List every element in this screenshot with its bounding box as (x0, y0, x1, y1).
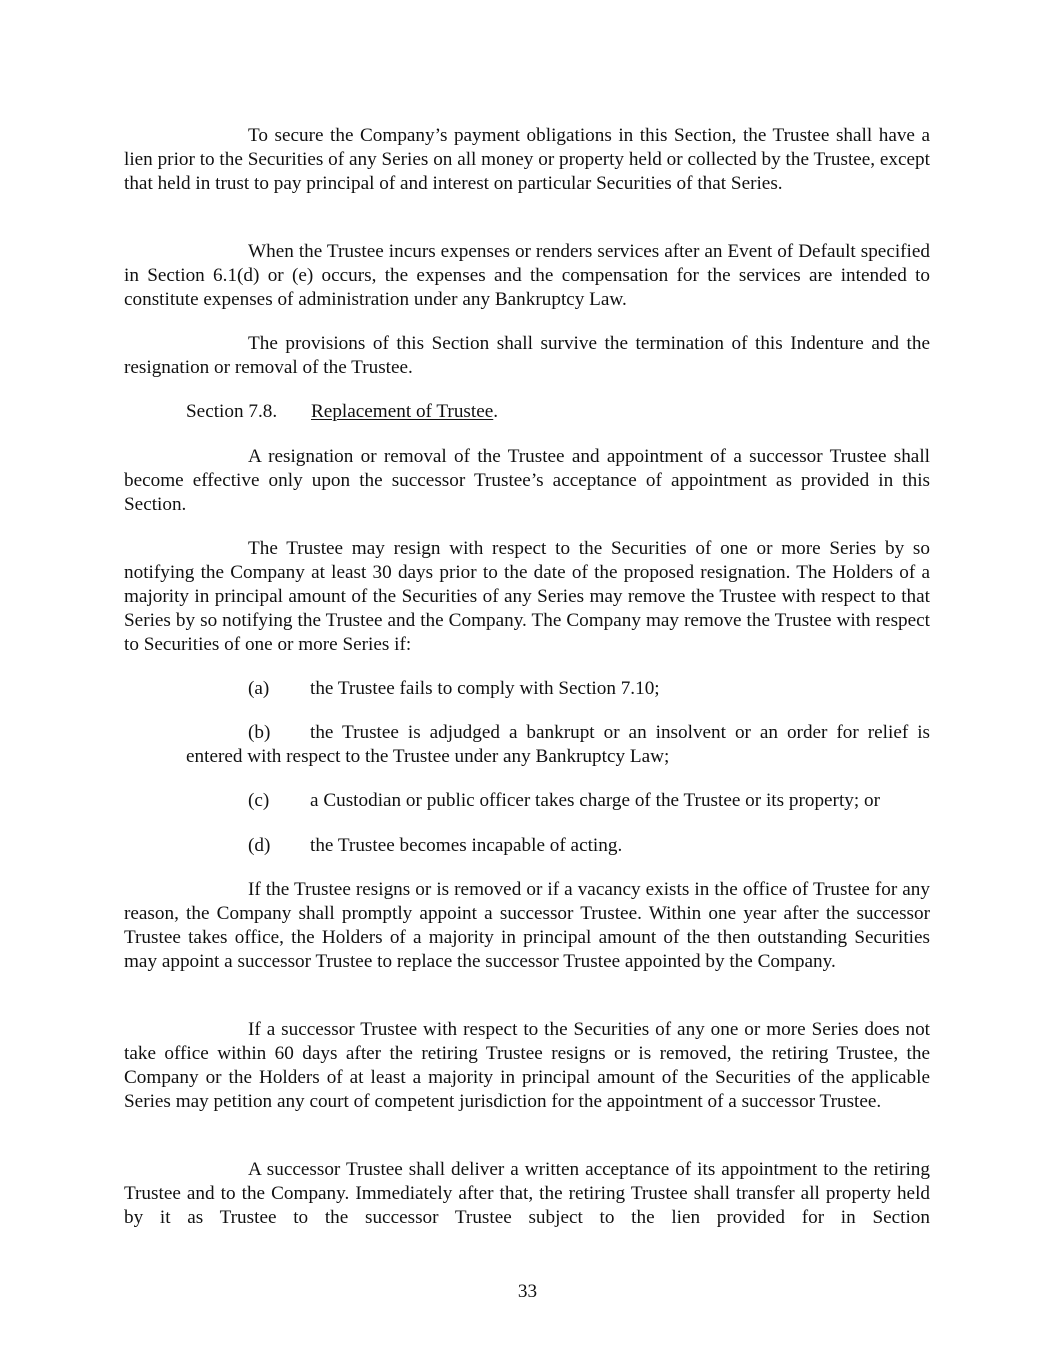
paragraph-expenses-after-default: When the Trustee incurs expenses or renders services after an Event of Default specified in Section 6.1(d) or (e) occurs, the expenses and the compensation for the services are intended to constitute expenses of administration under any Bankruptcy Law. (124, 241, 930, 310)
section-heading (186, 400, 498, 424)
section-number: Section 7.8. (186, 401, 278, 422)
paragraph-vacancy: If the Trustee resigns or is removed or if a vacancy exists in the office of Trustee for any reason, the Company shall promptly appoint a successor Trustee. Within one year after the successor Trustee takes office, the Holders of a majority in principal amount of the then outstanding Securities may appoint a successor Trustee to replace the successor Trustee appointed by the Company. (124, 879, 930, 972)
paragraph-trustee-lien: To secure the Company’s payment obligations in this Section, the Trustee shall have a lien prior to the Securities of any Series on all money or property held or collected by the Trustee, except that held in trust to pay principal of and interest on particular Securities of that Series. (124, 125, 930, 194)
paragraph-trustee-may-resign: The Trustee may resign with respect to the Securities of one or more Series by so notifying the Company at least 30 days prior to the date of the proposed resignation. The Holders of a majority in principal amount of the Securities of any Series may remove the Trustee with respect to that Series by so notifying the Trustee and the Company. The Company may remove the Trustee with respect to Securities of one or more Series if: (124, 538, 930, 655)
list-item-a (248, 677, 930, 701)
paragraph-survival: The provisions of this Section shall survive the termination of this Indenture and the resignation or removal of the Trustee. (124, 333, 930, 378)
list-item-text: the Trustee is adjudged a bankrupt or an insolvent or an order for relief is entered with respect to the Trustee under any Bankruptcy Law; (186, 722, 930, 767)
section-title: Replacement of Trustee (311, 401, 494, 422)
list-item-label: (c) (248, 790, 270, 811)
section-title-period: . (493, 401, 499, 422)
paragraph-resignation-effective: A resignation or removal of the Trustee and appointment of a successor Trustee shall become effective only upon the successor Trustee’s acceptance of appointment as provided in this Section. (124, 446, 930, 515)
list-item-b (186, 721, 930, 769)
list-item-text: the Trustee fails to comply with Section 7.10; (310, 678, 660, 699)
page-number: 33 (517, 1281, 538, 1302)
list-item-label: (a) (248, 678, 270, 699)
list-item-c (248, 789, 948, 813)
list-item-label: (d) (248, 835, 271, 856)
paragraph-written-acceptance: A successor Trustee shall deliver a written acceptance of its appointment to the retiring Trustee and to the Company. Immediately after that, the retiring Trustee shall transfer all property held by it as Trustee to the successor Trustee subject to the lien provided for in Section (124, 1159, 930, 1228)
list-item-label: (b) (248, 722, 271, 743)
paragraph-petition-court: If a successor Trustee with respect to the Securities of any one or more Series does not take office within 60 days after the retiring Trustee resigns or is removed, the retiring Trustee, the Company or the Holders of at least a majority in principal amount of the Securities of the applicable Series may petition any court of competent jurisdiction for the appointment of a successor Trustee. (124, 1019, 930, 1112)
list-item-text: the Trustee becomes incapable of acting. (310, 835, 623, 856)
list-item-text: a Custodian or public officer takes charge of the Trustee or its property; or (310, 790, 880, 811)
list-item-d (248, 834, 930, 858)
